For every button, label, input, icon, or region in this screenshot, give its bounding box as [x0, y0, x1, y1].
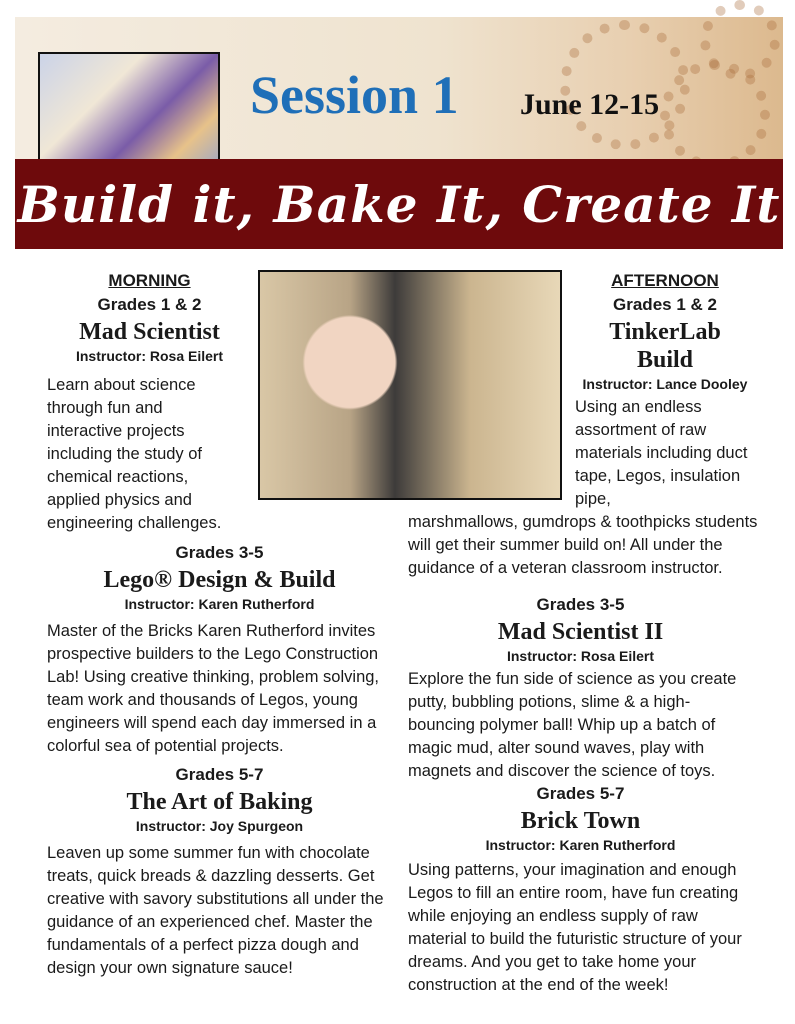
grades: Grades 5-7	[536, 784, 625, 803]
afternoon-class-5-7	[408, 781, 753, 855]
course-name: Mad Scientist II	[497, 619, 664, 645]
page-title: Build it, Bake It, Create It	[17, 174, 781, 234]
course-description-text: Using an endless assortment of raw materials including duct tape, Legos, insulation pipe, marshmallows, gumdrops & toothpicks students will get their summer build on! All under the guidance of a veteran classroom instructor.	[408, 398, 758, 577]
grades: Grades 5-7	[175, 765, 264, 784]
morning-header	[47, 270, 252, 366]
course-description: Explore the fun side of science as you create putty, bubbling potions, slime & a high-bouncing polymer ball! Whip up a batch of magic mud, alter sound waves, play with magnets and discover the science of toys.	[408, 670, 737, 780]
course-name: Mad Scientist	[79, 319, 220, 345]
afternoon-label: AFTERNOON	[611, 271, 719, 290]
course-name-line2: Build	[636, 347, 694, 373]
course-description: Leaven up some summer fun with chocolate treats, quick breads & dazzling desserts. Get creative with savory substitutions all under the guidance of an experienced chef. Master the fundamentals of a perfect pizza dough and design your own signature sauce!	[47, 844, 384, 977]
course-name: The Art of Baking	[126, 789, 313, 815]
afternoon-grades-1-2: Grades 1 & 2	[613, 295, 717, 314]
course-description: Master of the Bricks Karen Rutherford invites prospective builders to the Lego Construction Lab! Using creative thinking, problem solving, team work and thousands of Legos, young engineers will spend each day immersed in a colorful sea of potential projects.	[47, 622, 380, 755]
gear-decoration-icon	[700, 0, 780, 80]
course-name: Brick Town	[520, 808, 641, 834]
morning-class-3-5	[47, 540, 392, 614]
course-description	[408, 396, 763, 580]
instructor-name: Instructor: Rosa Eilert	[75, 348, 224, 364]
instructor-name: Instructor: Karen Rutherford	[124, 596, 315, 612]
course-name: TinkerLab	[609, 319, 721, 345]
course-name: Lego® Design & Build	[103, 567, 336, 593]
course-description: Using patterns, your imagination and enough Legos to fill an entire room, have fun creating while enjoying an endless supply of raw material to build the futuristic structure of your dreams. And you get to take home your construction at the end of the week!	[408, 861, 742, 994]
instructor-name: Instructor: Joy Spurgeon	[135, 818, 304, 834]
session-title: Session 1	[250, 65, 459, 125]
morning-grades-1-2: Grades 1 & 2	[97, 295, 202, 314]
morning-class-5-7	[47, 762, 392, 836]
grades: Grades 3-5	[175, 543, 264, 562]
course-description: Learn about science through fun and interactive projects including the study of chemical reactions, applied physics and engineering challenges.	[47, 376, 222, 532]
afternoon-class-3-5	[408, 592, 753, 666]
afternoon-header	[565, 270, 765, 394]
grades: Grades 3-5	[536, 595, 625, 614]
instructor-name: Instructor: Karen Rutherford	[485, 837, 676, 853]
instructor-name: Instructor: Rosa Eilert	[506, 648, 655, 664]
morning-label: MORNING	[108, 271, 191, 290]
session-dates: June 12-15	[520, 88, 660, 121]
instructor-name: Instructor: Lance Dooley	[582, 376, 748, 392]
top-photo	[38, 52, 220, 174]
